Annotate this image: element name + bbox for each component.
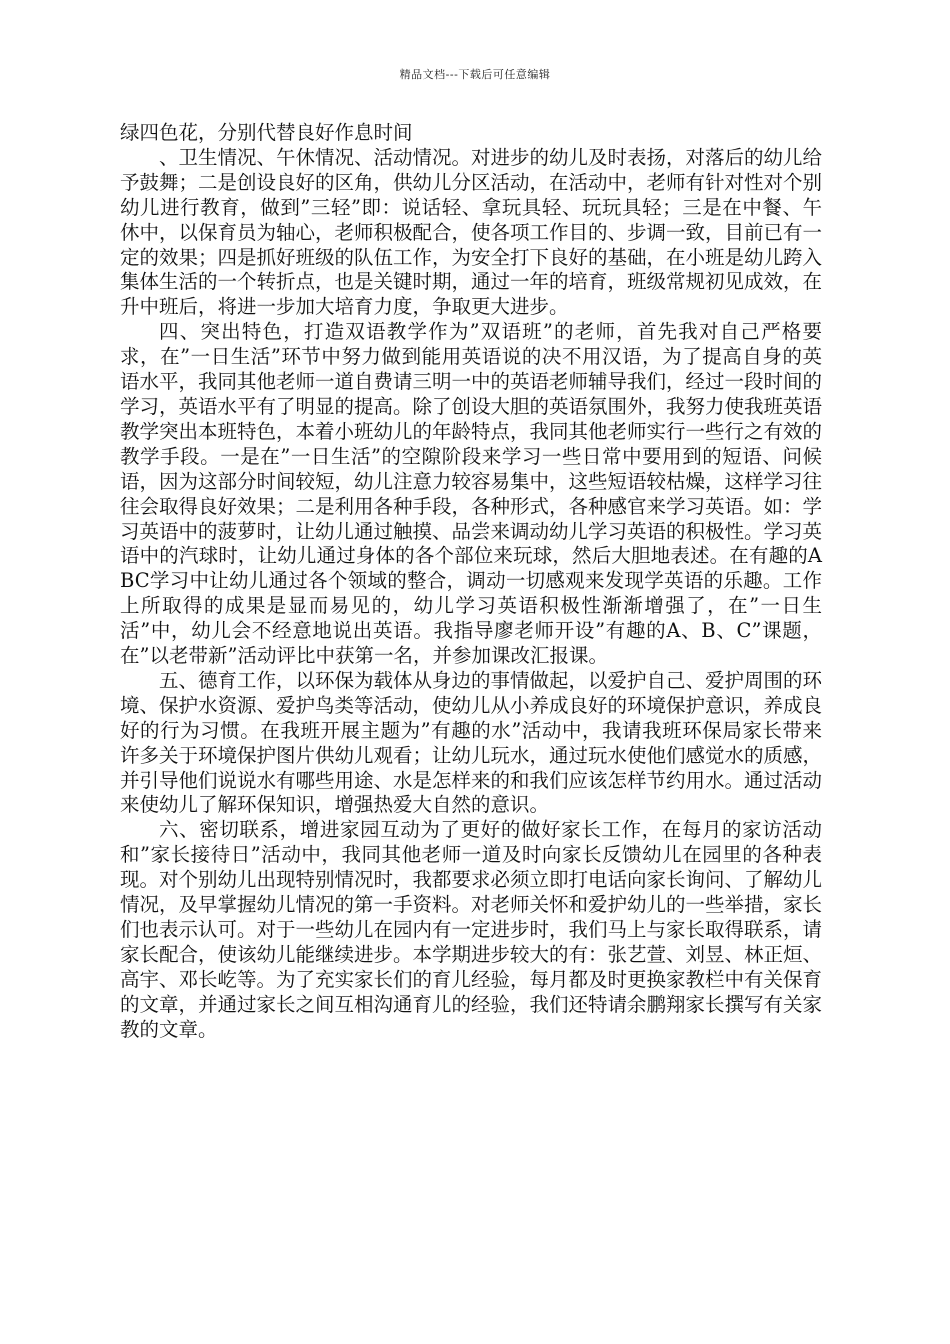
- document-body: [120, 121, 822, 1043]
- paragraph-hygiene-rest: 、卫生情况、午休情况、活动情况。对进步的幼儿及时表扬，对落后的幼儿给予鼓舞；二是创设良好的区角，供幼儿分区活动，在活动中，老师有针对性对个别幼儿进行教育，做到”三轻”即：说话轻、拿玩具轻、玩玩具轻；三是在中餐、午休中，以保育员为轴心，老师积极配合，使各项工作目的、步调一致，目前已有一定的效果；四是抓好班级的队伍工作，为安全打下良好的基础，在小班是幼儿跨入集体生活的一个转折点，也是关键时期，通过一年的培育，班级常规初见成效，在升中班后，将进一步加大培育力度，争取更大进步。: [120, 145, 823, 319]
- paragraph-bilingual-teaching: 四、突出特色，打造双语教学作为”双语班”的老师，首先我对自己严格要求，在”一日生活”环节中努力做到能用英语说的决不用汉语，为了提高自身的英语水平，我同其他老师一道自费请三明一中的英语老师辅导我们，经过一段时间的学习，英语水平有了明显的提高。除了创设大胆的英语氛围外，我努力使我班英语教学突出本班特色，本着小班幼儿的年龄特点，我同其他老师实行一些行之有效的教学手段。一是在”一日生活”的空隙阶段来学习一些日常中要用到的短语、问候语，因为这部分时间较短，幼儿注意力较容易集中，这些短语较枯燥，这样学习往往会取得良好效果；二是利用各种手段，各种形式，各种感官来学习英语。如：学习英语中的菠萝时，让幼儿通过触摸、品尝来调动幼儿学习英语的积极性。学习英语中的汽球时，让幼儿通过身体的各个部位来玩球，然后大胆地表述。在有趣的ABC学习中让幼儿通过各个领域的整合，调动一切感观来发现学英语的乐趣。工作上所取得的成果是显而易见的，幼儿学习英语积极性渐渐增强了，在”一日生活”中，幼儿会不经意地说出英语。我指导廖老师开设”有趣的A、B、C”课题，在”以老带新”活动评比中获第一名，并参加课改汇报课。: [120, 320, 823, 668]
- paragraph-moral-education: 五、德育工作，以环保为载体从身边的事情做起，以爱护自己、爱护周围的环境、保护水资源、爱护鸟类等活动，使幼儿从小养成良好的环境保护意识，养成良好的行为习惯。在我班开展主题为”有趣的水”活动中，我请我班环保局家长带来许多关于环境保护图片供幼儿观看；让幼儿玩水，通过玩水使他们感觉水的质感，并引导他们说说水有哪些用途、水是怎样来的和我们应该怎样节约用水。通过活动来使幼儿了解环保知识，增强热爱大自然的意识。: [120, 668, 823, 817]
- paragraph-continuation: 绿四色花，分别代替良好作息时间: [120, 121, 413, 144]
- paragraph-home-school-contact: 六、密切联系，增进家园互动为了更好的做好家长工作，在每月的家访活动和”家长接待日”活动中，我同其他老师一道及时向家长反馈幼儿在园里的各种表现。对个别幼儿出现特别情况时，我都要求必须立即打电话向家长询问、了解幼儿情况，及早掌握幼儿情况的第一手资料。对老师关怀和爱护幼儿的一些举措，家长们也表示认可。对于一些幼儿在园内有一定进步时，我们马上与家长取得联系，请家长配合，使该幼儿能继续进步。本学期进步较大的有：张艺萱、刘昱、林正烜、高宇、邓长屹等。为了充实家长们的育儿经验，每月都及时更换家教栏中有关保育的文章，并通过家长之间互相沟通育儿的经验，我们还特请余鹏翔家长撰写有关家教的文章。: [120, 818, 823, 1041]
- page-header: 精品文档---下载后可任意编辑: [399, 68, 551, 81]
